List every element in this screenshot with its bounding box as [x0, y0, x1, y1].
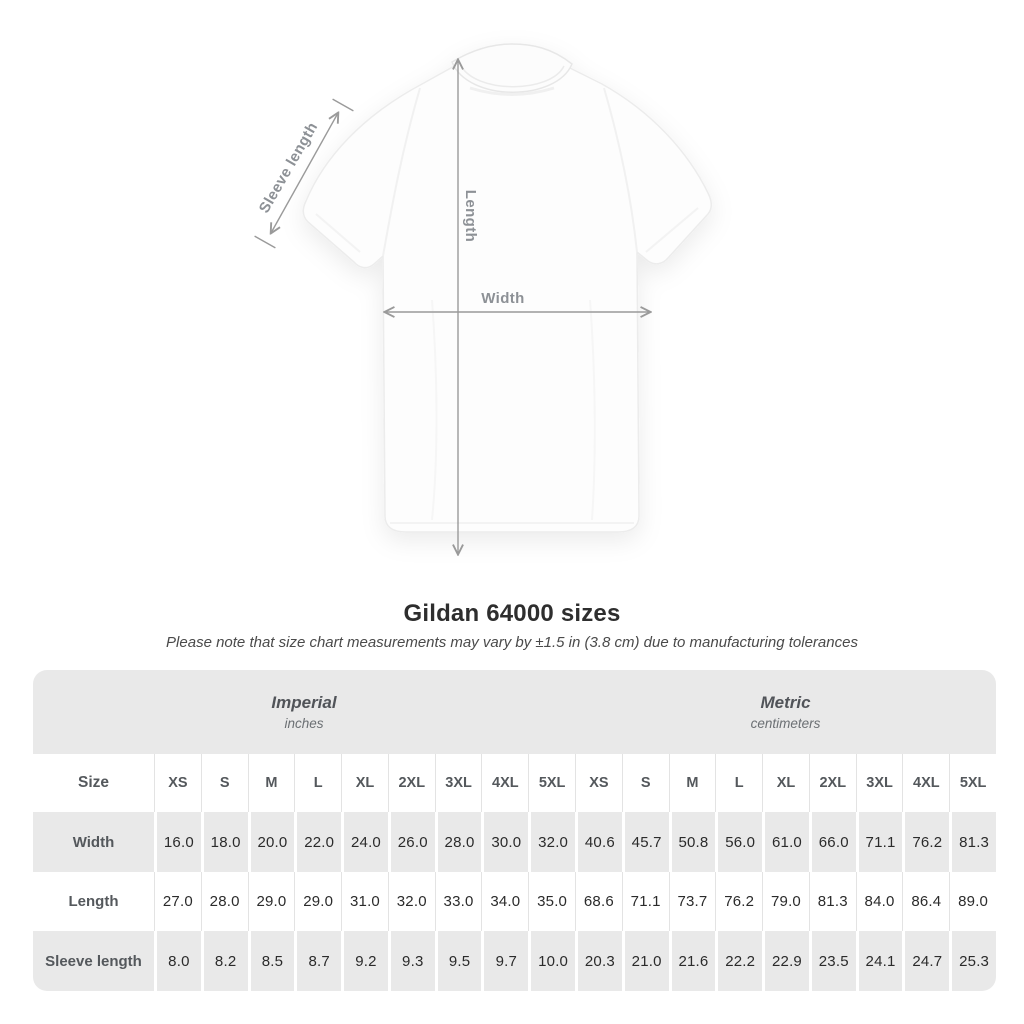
page-title: Gildan 64000 sizes: [403, 600, 621, 627]
col-header-metric-m: M: [669, 754, 716, 812]
value-width-metric-5xl: 81.3: [949, 812, 996, 872]
value-sleeve-length-imperial-m: 8.5: [248, 931, 295, 991]
value-sleeve-length-metric-5xl: 25.3: [949, 931, 996, 991]
value-length-imperial-xl: 31.0: [341, 872, 388, 931]
imperial-group-header: [33, 670, 575, 754]
col-header-metric-5xl: 5XL: [949, 754, 996, 812]
value-width-imperial-xl: 24.0: [341, 812, 388, 872]
value-sleeve-length-imperial-s: 8.2: [201, 931, 248, 991]
col-header-imperial-4xl: 4XL: [481, 754, 528, 812]
value-length-imperial-m: 29.0: [248, 872, 295, 931]
value-sleeve-length-imperial-xs: 8.0: [154, 931, 201, 991]
col-header-imperial-5xl: 5XL: [528, 754, 575, 812]
col-header-imperial-xs: XS: [154, 754, 201, 812]
value-length-imperial-3xl: 33.0: [435, 872, 482, 931]
col-header-metric-s: S: [622, 754, 669, 812]
value-width-imperial-l: 22.0: [294, 812, 341, 872]
imperial-group-unit: inches: [284, 716, 324, 731]
col-header-imperial-xl: XL: [341, 754, 388, 812]
col-header-imperial-3xl: 3XL: [435, 754, 482, 812]
value-width-metric-xl: 61.0: [762, 812, 809, 872]
imperial-group-label: Imperial: [271, 693, 337, 712]
value-width-metric-3xl: 71.1: [856, 812, 903, 872]
value-length-metric-2xl: 81.3: [809, 872, 856, 931]
value-length-imperial-5xl: 35.0: [528, 872, 575, 931]
value-sleeve-length-metric-xs: 20.3: [575, 931, 622, 991]
value-width-imperial-m: 20.0: [248, 812, 295, 872]
value-width-imperial-4xl: 30.0: [481, 812, 528, 872]
col-header-metric-l: L: [715, 754, 762, 812]
value-sleeve-length-metric-4xl: 24.7: [902, 931, 949, 991]
col-header-imperial-l: L: [294, 754, 341, 812]
size-corner-header: Size: [33, 754, 154, 812]
value-length-metric-3xl: 84.0: [856, 872, 903, 931]
value-width-metric-4xl: 76.2: [902, 812, 949, 872]
value-width-metric-2xl: 66.0: [809, 812, 856, 872]
value-sleeve-length-metric-3xl: 24.1: [856, 931, 903, 991]
value-width-metric-m: 50.8: [669, 812, 716, 872]
length-label: Length: [462, 189, 479, 243]
value-width-metric-l: 56.0: [715, 812, 762, 872]
width-label: Width: [481, 290, 525, 307]
value-sleeve-length-imperial-2xl: 9.3: [388, 931, 435, 991]
value-width-metric-xs: 40.6: [575, 812, 622, 872]
value-sleeve-length-metric-s: 21.0: [622, 931, 669, 991]
value-length-metric-4xl: 86.4: [902, 872, 949, 931]
value-width-imperial-3xl: 28.0: [435, 812, 482, 872]
value-length-metric-5xl: 89.0: [949, 872, 996, 931]
row-label-length: Length: [33, 872, 154, 931]
value-width-metric-s: 45.7: [622, 812, 669, 872]
metric-group-unit: centimeters: [750, 716, 821, 731]
value-sleeve-length-imperial-4xl: 9.7: [481, 931, 528, 991]
row-label-width: Width: [33, 812, 154, 872]
value-sleeve-length-imperial-5xl: 10.0: [528, 931, 575, 991]
col-header-metric-3xl: 3XL: [856, 754, 903, 812]
value-sleeve-length-imperial-3xl: 9.5: [435, 931, 482, 991]
value-length-metric-m: 73.7: [669, 872, 716, 931]
sleeve-length-label: Sleeve length: [255, 119, 322, 217]
tolerance-note: Please note that size chart measurements may vary by ±1.5 in (3.8 cm) due to manufacturing tolerances: [166, 634, 858, 651]
value-length-imperial-s: 28.0: [201, 872, 248, 931]
col-header-imperial-2xl: 2XL: [388, 754, 435, 812]
value-sleeve-length-imperial-xl: 9.2: [341, 931, 388, 991]
value-width-imperial-s: 18.0: [201, 812, 248, 872]
value-length-imperial-xs: 27.0: [154, 872, 201, 931]
value-sleeve-length-metric-2xl: 23.5: [809, 931, 856, 991]
col-header-metric-xs: XS: [575, 754, 622, 812]
value-length-metric-l: 76.2: [715, 872, 762, 931]
value-length-metric-xl: 79.0: [762, 872, 809, 931]
value-width-imperial-5xl: 32.0: [528, 812, 575, 872]
tshirt-graphic: [303, 44, 711, 532]
tshirt-body: [303, 45, 711, 532]
size-table: [33, 670, 996, 991]
col-header-imperial-m: M: [248, 754, 295, 812]
value-length-imperial-4xl: 34.0: [481, 872, 528, 931]
value-length-imperial-l: 29.0: [294, 872, 341, 931]
col-header-metric-xl: XL: [762, 754, 809, 812]
value-length-imperial-2xl: 32.0: [388, 872, 435, 931]
col-header-imperial-s: S: [201, 754, 248, 812]
col-header-metric-2xl: 2XL: [809, 754, 856, 812]
col-header-metric-4xl: 4XL: [902, 754, 949, 812]
value-width-imperial-xs: 16.0: [154, 812, 201, 872]
value-width-imperial-2xl: 26.0: [388, 812, 435, 872]
value-sleeve-length-metric-xl: 22.9: [762, 931, 809, 991]
metric-group-header: [575, 670, 996, 754]
value-sleeve-length-imperial-l: 8.7: [294, 931, 341, 991]
value-sleeve-length-metric-m: 21.6: [669, 931, 716, 991]
metric-group-label: Metric: [760, 693, 811, 712]
value-length-metric-xs: 68.6: [575, 872, 622, 931]
value-sleeve-length-metric-l: 22.2: [715, 931, 762, 991]
row-label-sleeve-length: Sleeve length: [33, 931, 154, 991]
value-length-metric-s: 71.1: [622, 872, 669, 931]
